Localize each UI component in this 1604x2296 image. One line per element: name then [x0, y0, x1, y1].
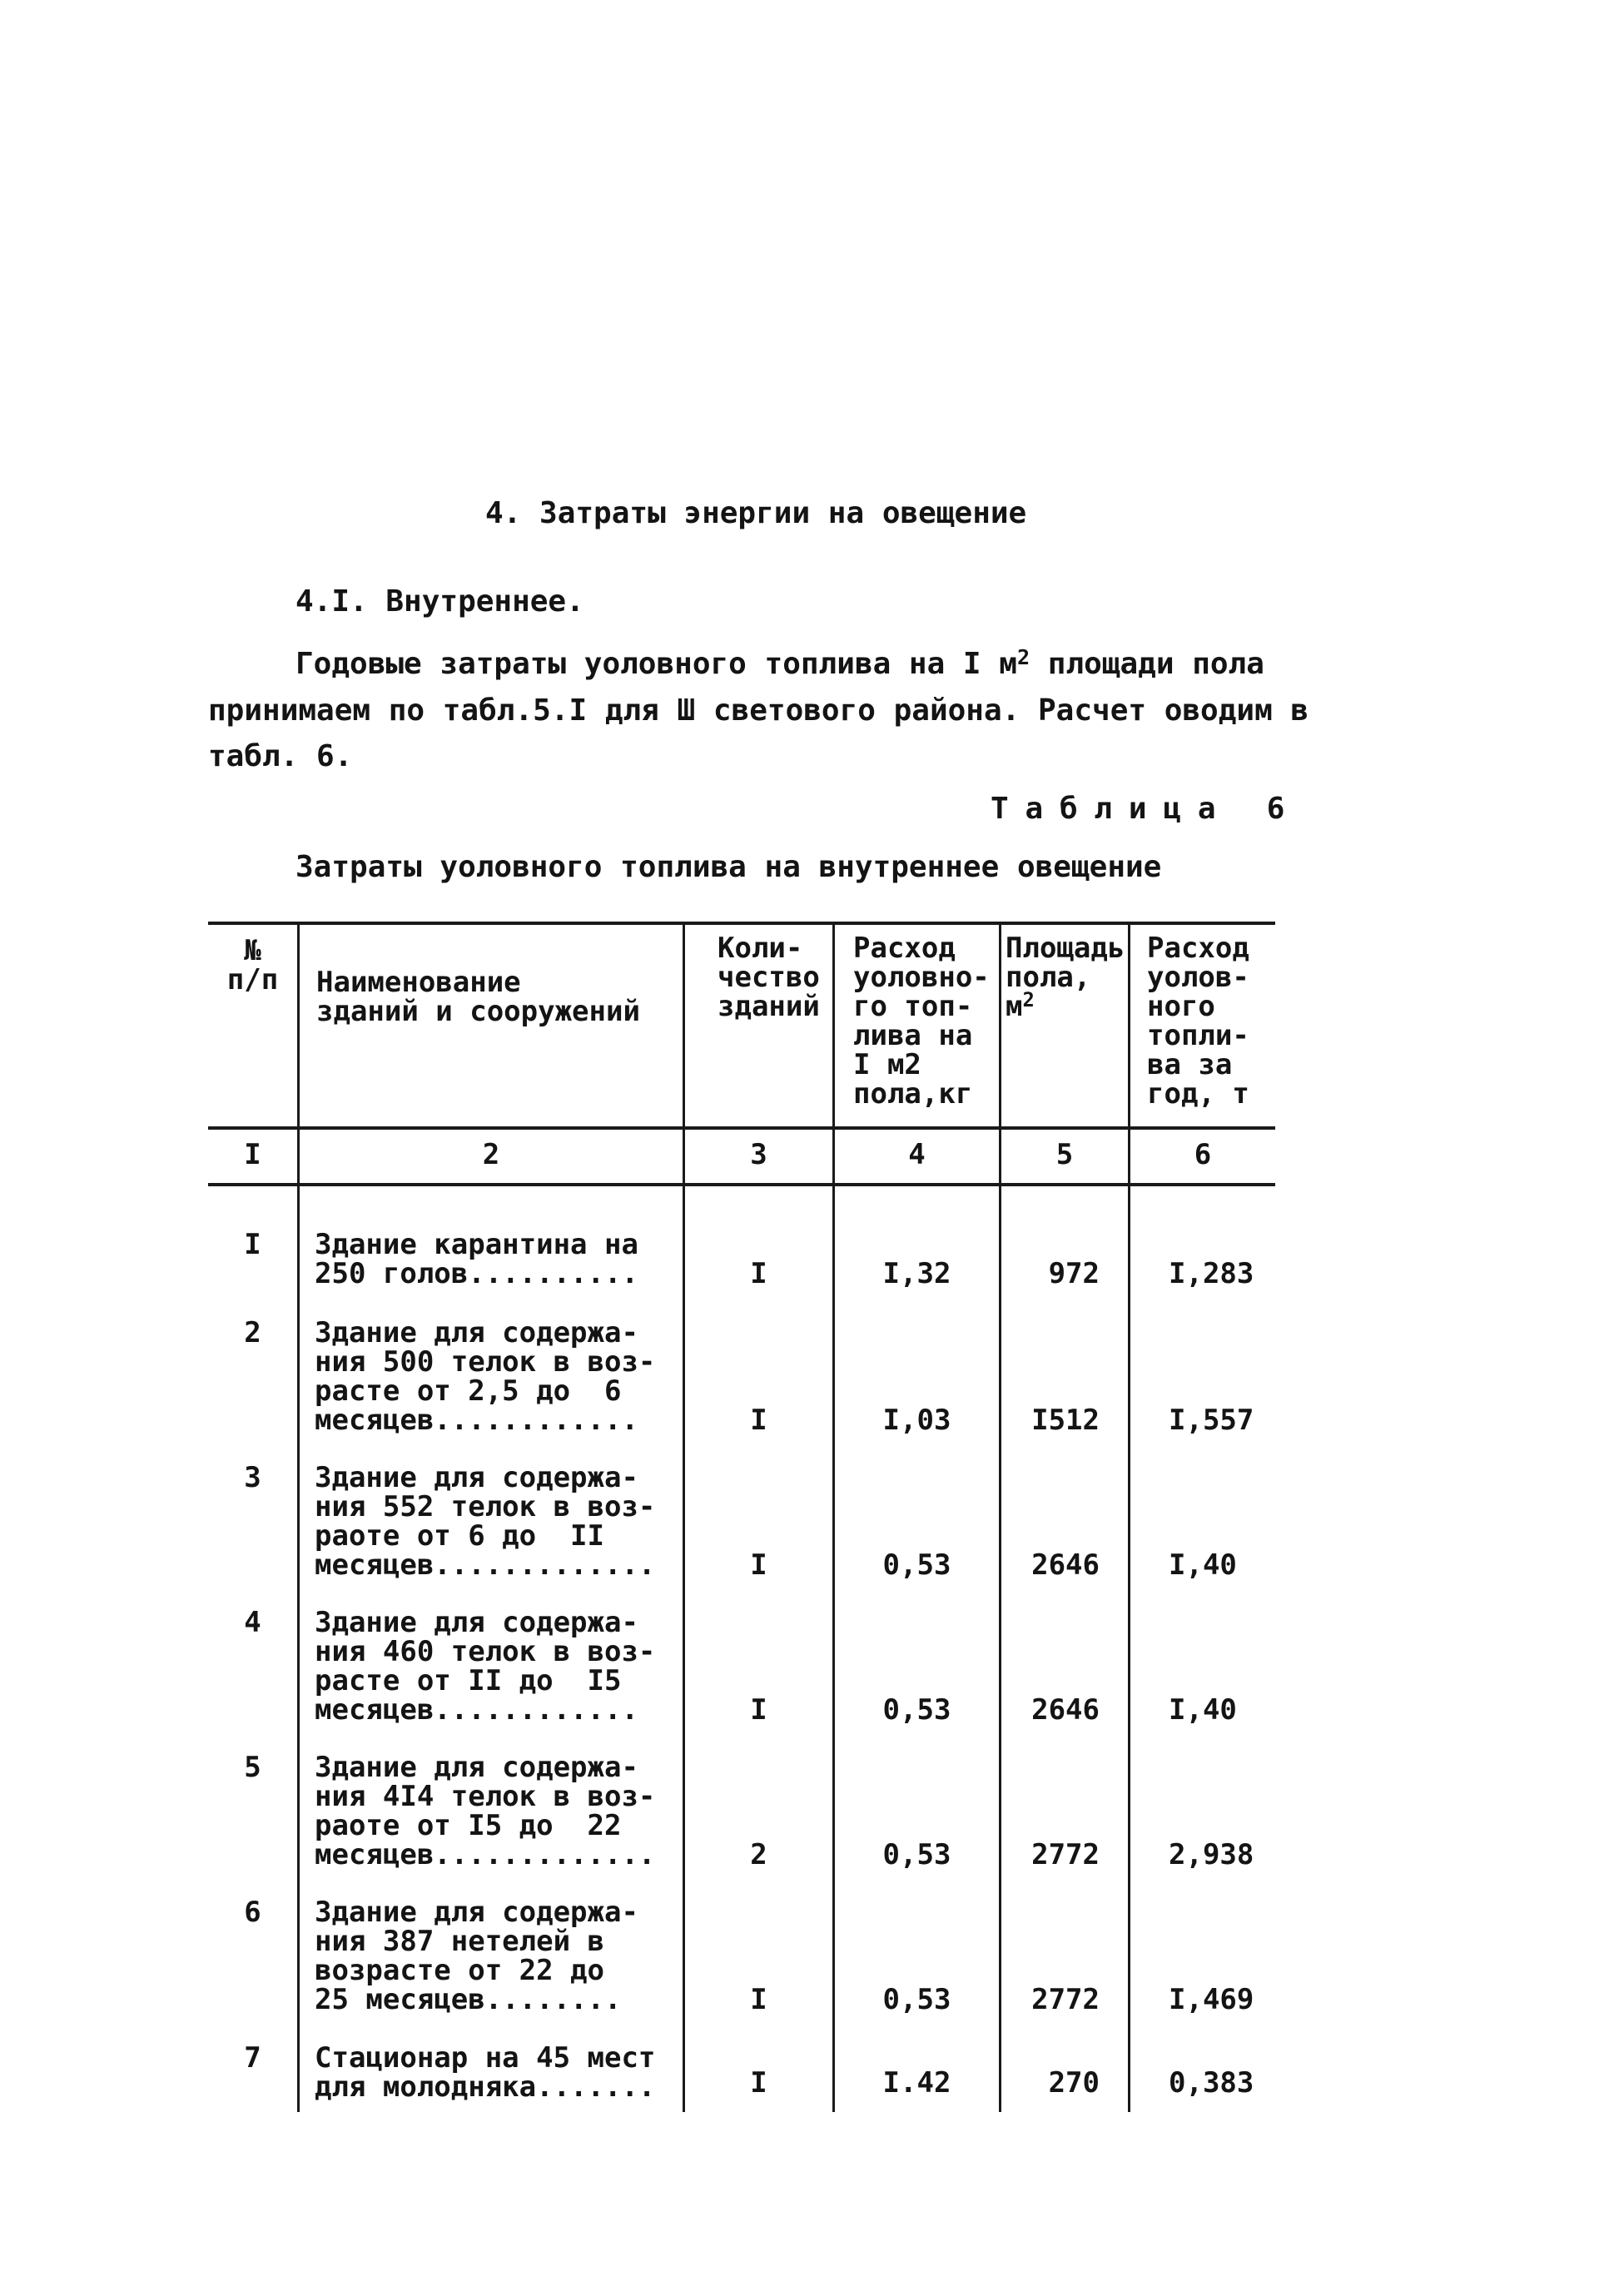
col-number: 4 [908, 1138, 926, 1171]
row-num: 4 [244, 1606, 261, 1639]
header-total: Расход уолов- ного топли- ва за год, т [1147, 932, 1249, 1111]
row-area: 270 [1048, 2066, 1100, 2100]
paragraph-line-2: принимаем по табл.5.I для Ш светового района. Расчет оводим в [208, 693, 1309, 728]
col-number: I [244, 1138, 261, 1171]
col-number: 6 [1194, 1138, 1212, 1171]
header-count: Коли- чество зданий [718, 932, 820, 1023]
row-total: I,557 [1169, 1404, 1254, 1437]
row-num: 7 [244, 2041, 261, 2075]
row-count: I [750, 1548, 767, 1582]
row-name: Здание карантина на 250 голов.......... [315, 1228, 638, 1290]
row-area: 2772 [1031, 1983, 1100, 2016]
row-num: 5 [244, 1751, 261, 1784]
row-area: 2646 [1031, 1548, 1100, 1582]
row-rate: I.42 [882, 2066, 951, 2100]
row-num: 3 [244, 1461, 261, 1494]
row-area: I512 [1031, 1404, 1100, 1437]
header-bottom-rule [208, 1126, 1275, 1130]
row-num: 2 [244, 1316, 261, 1349]
column-divider [1128, 922, 1130, 2112]
row-name: Здание для содержа- ния 552 телок в воз- раоте от 6 до II месяцев............. [315, 1461, 656, 1582]
row-count: I [750, 1693, 767, 1727]
column-divider [297, 922, 300, 2112]
superscript: 2 [1016, 644, 1030, 669]
row-name: Здание для содержа- ния 500 телок в воз- расте от 2,5 до 6 месяцев............ [315, 1316, 656, 1437]
row-area: 972 [1048, 1257, 1100, 1290]
paragraph-line-3: табл. 6. [208, 739, 353, 773]
col-number: 3 [750, 1138, 767, 1171]
row-num: 6 [244, 1896, 261, 1929]
row-total: I,283 [1169, 1257, 1254, 1290]
row-name: Здание для содержа- ния 387 нетелей в возрасте от 22 до 25 месяцев........ [315, 1896, 638, 2016]
row-num: I [244, 1228, 261, 1261]
row-rate: 0,53 [882, 1548, 951, 1582]
row-name: Стационар на 45 мест для молодняка....... [315, 2041, 656, 2104]
column-divider [832, 922, 835, 2112]
row-count: I [750, 1983, 767, 2016]
col-number: 2 [482, 1138, 500, 1171]
row-total: 0,383 [1169, 2066, 1254, 2100]
row-rate: I,03 [882, 1404, 951, 1437]
header-num: № п/п [226, 934, 279, 996]
paragraph-line-1: Годовые затраты уоловного топлива на I $м^2$ площади пола [295, 644, 1264, 681]
row-total: I,40 [1169, 1548, 1237, 1582]
column-divider [999, 922, 1001, 2112]
row-name: Здание для содержа- ния 460 телок в воз- расте от II до I5 месяцев............ [315, 1606, 656, 1727]
col-number-bottom-rule [208, 1183, 1275, 1186]
section-title: 4. Затраты энергии на овещение [485, 496, 1027, 530]
table-top-rule [208, 922, 1275, 925]
column-divider [683, 922, 685, 2112]
header-rate: Расход уоловно- го топ- лива на I м2 пола,кг [853, 932, 990, 1111]
row-total: I,469 [1169, 1983, 1254, 2016]
row-total: 2,938 [1169, 1838, 1254, 1871]
row-name: Здание для содержа- ния 4I4 телок в воз- раоте от I5 до 22 месяцев............. [315, 1751, 656, 1871]
table-label: Таблица 6 [991, 792, 1302, 826]
table-caption: Затраты уоловного топлива на внутреннее овещение [295, 850, 1162, 884]
row-count: I [750, 2066, 767, 2100]
row-area: 2772 [1031, 1838, 1100, 1871]
header-area: Площадь пола, $м^2$ [1006, 932, 1125, 1023]
row-rate: 0,53 [882, 1983, 951, 2016]
subsection-title: 4.I. Внутреннее. [295, 584, 584, 619]
row-area: 2646 [1031, 1693, 1100, 1727]
row-rate: 0,53 [882, 1693, 951, 1727]
row-count: 2 [750, 1838, 767, 1871]
col-number: 5 [1055, 1138, 1074, 1171]
row-count: I [750, 1404, 767, 1437]
header-name: Наименование зданий и сооружений [316, 966, 640, 1028]
row-count: I [750, 1257, 767, 1290]
row-rate: 0,53 [882, 1838, 951, 1871]
row-rate: I,32 [882, 1257, 951, 1290]
superscript: 2 [1022, 988, 1035, 1012]
row-total: I,40 [1169, 1693, 1237, 1727]
